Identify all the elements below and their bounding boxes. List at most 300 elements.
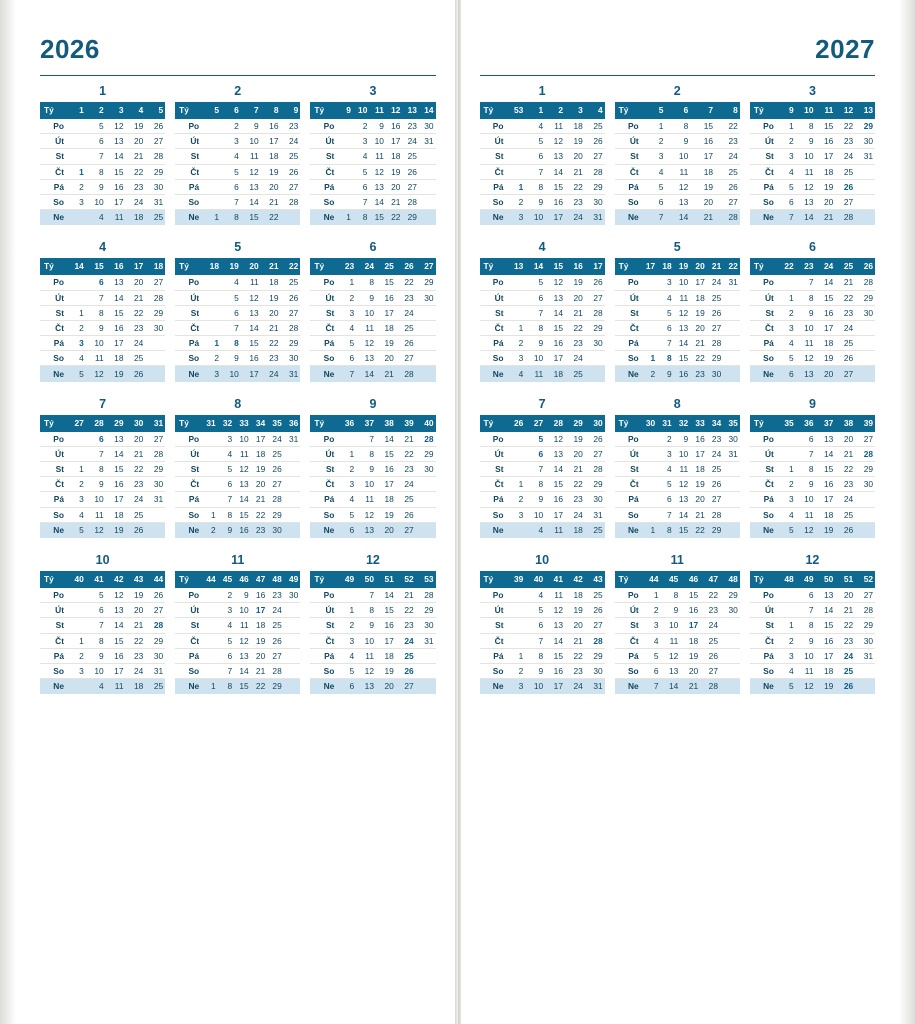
day-row (310, 179, 435, 194)
day-cell (855, 522, 875, 537)
month-block (750, 84, 875, 225)
day-cell: 27 (145, 275, 165, 290)
month-block (310, 84, 435, 225)
day-cell: 28 (267, 663, 284, 678)
day-cell: 14 (665, 210, 690, 225)
day-cell: 25 (585, 522, 605, 537)
row-label-Ne: Ne (40, 679, 66, 694)
day-cell: 26 (402, 164, 419, 179)
day-cell: 18 (680, 633, 700, 648)
week-number-row (480, 415, 605, 432)
week-number-cell: 30 (585, 415, 605, 432)
month-table (310, 102, 435, 225)
day-row (480, 351, 605, 366)
day-cell: 24 (267, 431, 284, 446)
left-year-rule (40, 75, 436, 76)
day-row (310, 587, 435, 602)
day-cell: 8 (525, 477, 545, 492)
row-label-Pá: Pá (310, 179, 336, 194)
week-number-cell: 17 (585, 258, 605, 275)
week-number-cell: 48 (267, 571, 284, 588)
day-cell: 13 (796, 194, 816, 209)
row-label-Ne: Ne (615, 679, 641, 694)
day-cell: 28 (416, 587, 436, 602)
day-cell: 22 (125, 305, 145, 320)
day-cell: 20 (125, 431, 145, 446)
day-cell: 10 (86, 663, 106, 678)
day-cell: 13 (106, 431, 126, 446)
day-row (40, 320, 165, 335)
day-row (750, 477, 875, 492)
day-row (175, 290, 300, 305)
holiday-day: 1 (518, 181, 524, 192)
day-cell: 3 (776, 492, 796, 507)
day-cell: 25 (585, 587, 605, 602)
day-cell: 13 (356, 351, 376, 366)
week-number-cell: 35 (267, 415, 284, 432)
day-cell: 29 (145, 164, 165, 179)
day-row (310, 149, 435, 164)
day-cell (855, 492, 875, 507)
day-cell: 20 (125, 603, 145, 618)
day-row (750, 275, 875, 290)
row-label-So: So (615, 507, 641, 522)
day-row (175, 119, 300, 134)
day-cell: 22 (396, 603, 416, 618)
day-cell: 31 (416, 633, 436, 648)
day-row (175, 431, 300, 446)
day-cell: 23 (835, 305, 855, 320)
row-label-ty: Tý (750, 571, 776, 588)
row-label-Po: Po (310, 119, 336, 134)
day-cell: 18 (376, 648, 396, 663)
day-cell: 14 (816, 275, 836, 290)
day-cell: 10 (356, 305, 376, 320)
day-cell (585, 633, 605, 648)
row-label-Po: Po (175, 587, 201, 602)
day-cell: 23 (125, 477, 145, 492)
day-cell: 15 (369, 210, 386, 225)
week-number-cell: 22 (723, 258, 740, 275)
day-cell: 6 (776, 194, 796, 209)
day-row (310, 633, 435, 648)
day-cell (419, 210, 436, 225)
week-number-cell: 37 (356, 415, 376, 432)
day-cell: 17 (376, 633, 396, 648)
day-cell: 7 (525, 164, 545, 179)
day-cell: 6 (336, 522, 356, 537)
day-cell: 16 (816, 305, 836, 320)
week-number-cell: 27 (66, 415, 86, 432)
day-cell: 13 (106, 275, 126, 290)
day-cell: 30 (284, 587, 301, 602)
day-cell (776, 275, 796, 290)
day-cell: 30 (280, 351, 300, 366)
day-cell (641, 351, 658, 366)
holiday-day: 29 (863, 121, 874, 132)
day-cell: 15 (106, 633, 126, 648)
day-row (310, 119, 435, 134)
day-cell: 10 (525, 351, 545, 366)
day-cell: 13 (674, 320, 691, 335)
day-cell: 9 (218, 522, 235, 537)
week-number-cell: 9 (776, 102, 796, 119)
day-row (750, 492, 875, 507)
day-cell (419, 164, 436, 179)
day-cell: 14 (674, 507, 691, 522)
day-cell: 15 (106, 164, 126, 179)
day-cell: 10 (796, 648, 816, 663)
day-cell: 18 (261, 275, 281, 290)
day-cell (720, 618, 740, 633)
day-row (310, 603, 435, 618)
week-number-cell: 10 (796, 102, 816, 119)
row-label-Čt: Čt (615, 164, 641, 179)
day-cell (66, 275, 86, 290)
day-cell: 28 (707, 507, 724, 522)
week-number-cell: 50 (356, 571, 376, 588)
week-number-cell: 32 (674, 415, 691, 432)
day-cell: 19 (565, 134, 585, 149)
day-cell (336, 119, 353, 134)
day-cell (336, 179, 353, 194)
day-cell: 10 (661, 618, 681, 633)
day-cell: 29 (855, 290, 875, 305)
day-cell: 24 (125, 492, 145, 507)
day-cell: 26 (707, 477, 724, 492)
day-cell (284, 507, 301, 522)
week-number-cell: 48 (776, 571, 796, 588)
day-cell: 17 (816, 648, 836, 663)
day-cell (66, 149, 86, 164)
day-cell (855, 663, 875, 678)
day-cell: 2 (641, 366, 658, 381)
day-row (310, 351, 435, 366)
day-cell (641, 462, 658, 477)
row-label-So: So (615, 663, 641, 678)
week-number-cell: 49 (796, 571, 816, 588)
day-cell: 28 (280, 320, 300, 335)
day-cell: 29 (145, 305, 165, 320)
week-number-cell: 14 (66, 258, 86, 275)
week-number-cell: 9 (336, 102, 353, 119)
month-table (750, 258, 875, 381)
month-table (480, 571, 605, 694)
day-cell (776, 587, 796, 602)
day-cell: 18 (690, 164, 715, 179)
holiday-day: 5 (538, 433, 544, 444)
month-label: 10 (535, 552, 550, 567)
day-cell: 21 (125, 290, 145, 305)
day-cell: 27 (396, 351, 416, 366)
day-cell: 15 (106, 305, 126, 320)
day-row (750, 179, 875, 194)
row-label-ty: Tý (175, 415, 201, 432)
row-label-St: St (175, 305, 201, 320)
day-cell (416, 431, 436, 446)
day-cell (641, 446, 658, 461)
month-table (615, 415, 740, 538)
week-number-cell: 28 (545, 415, 565, 432)
day-cell: 18 (251, 446, 268, 461)
month-block (175, 553, 300, 694)
row-label-So: So (480, 194, 506, 209)
row-label-So: So (40, 194, 66, 209)
week-number-cell: 26 (855, 258, 875, 275)
holiday-day: 26 (404, 665, 414, 676)
row-label-Ne: Ne (750, 679, 776, 694)
day-cell (145, 336, 165, 351)
day-cell (506, 179, 526, 194)
week-number-cell: 32 (218, 415, 235, 432)
day-cell: 7 (525, 633, 545, 648)
day-cell: 10 (356, 477, 376, 492)
day-cell: 1 (66, 633, 86, 648)
day-cell: 17 (251, 431, 268, 446)
day-cell: 20 (565, 446, 585, 461)
day-row (480, 119, 605, 134)
row-label-So: So (480, 663, 506, 678)
day-cell: 6 (796, 431, 816, 446)
row-label-Ne: Ne (175, 210, 201, 225)
day-cell: 26 (145, 587, 165, 602)
day-cell: 15 (376, 275, 396, 290)
week-number-cell: 23 (796, 258, 816, 275)
day-cell: 21 (261, 320, 281, 335)
day-cell (336, 587, 356, 602)
day-cell: 20 (816, 366, 836, 381)
week-number-cell: 25 (835, 258, 855, 275)
day-cell: 8 (796, 618, 816, 633)
row-label-Ne: Ne (175, 522, 201, 537)
row-label-Pá: Pá (175, 179, 201, 194)
row-label-Po: Po (480, 275, 506, 290)
day-cell: 24 (396, 305, 416, 320)
week-number-cell: 30 (641, 415, 658, 432)
week-number-row (615, 102, 740, 119)
day-cell: 7 (336, 366, 356, 381)
day-cell: 15 (816, 290, 836, 305)
week-number-cell: 10 (353, 102, 370, 119)
day-cell: 19 (816, 679, 836, 694)
day-cell (284, 663, 301, 678)
week-number-row (750, 102, 875, 119)
day-cell: 8 (86, 164, 106, 179)
row-label-Čt: Čt (615, 320, 641, 335)
day-cell: 26 (396, 507, 416, 522)
day-cell: 17 (816, 149, 836, 164)
day-cell: 2 (336, 618, 356, 633)
day-cell: 29 (707, 522, 724, 537)
day-cell (723, 477, 740, 492)
day-row (480, 366, 605, 381)
week-number-cell: 34 (251, 415, 268, 432)
row-label-St: St (40, 462, 66, 477)
week-number-cell: 52 (855, 571, 875, 588)
day-cell: 11 (545, 522, 565, 537)
day-cell: 13 (674, 492, 691, 507)
row-label-Po: Po (175, 431, 201, 446)
day-cell: 8 (86, 633, 106, 648)
day-cell: 11 (674, 462, 691, 477)
day-cell (396, 633, 416, 648)
day-cell: 15 (816, 618, 836, 633)
day-cell: 27 (145, 134, 165, 149)
day-row (175, 492, 300, 507)
day-row (310, 648, 435, 663)
day-cell (641, 305, 658, 320)
day-cell: 4 (218, 446, 235, 461)
day-cell: 4 (776, 663, 796, 678)
day-cell: 2 (66, 179, 86, 194)
day-row (480, 164, 605, 179)
day-cell: 24 (125, 663, 145, 678)
holiday-day: 6 (538, 448, 544, 459)
month-table (750, 102, 875, 225)
week-number-cell: 2 (86, 102, 106, 119)
day-cell (506, 164, 526, 179)
day-row (175, 179, 300, 194)
week-number-cell: 13 (506, 258, 526, 275)
day-row (615, 522, 740, 537)
day-cell: 30 (419, 119, 436, 134)
row-label-So: So (750, 663, 776, 678)
day-cell: 12 (86, 522, 106, 537)
day-cell: 7 (796, 446, 816, 461)
day-cell: 18 (816, 336, 836, 351)
week-number-cell: 1 (66, 102, 86, 119)
day-cell: 2 (657, 431, 674, 446)
book-gutter (455, 0, 461, 1024)
day-row (310, 477, 435, 492)
holiday-day: 17 (688, 620, 699, 631)
day-cell: 18 (816, 507, 836, 522)
day-row (40, 210, 165, 225)
day-cell: 14 (241, 194, 261, 209)
week-number-cell: 41 (86, 571, 106, 588)
day-cell: 15 (234, 679, 251, 694)
day-cell: 20 (680, 663, 700, 678)
row-label-ty: Tý (615, 102, 641, 119)
row-label-ty: Tý (40, 258, 66, 275)
day-cell: 28 (585, 164, 605, 179)
day-row (40, 663, 165, 678)
day-cell: 16 (816, 633, 836, 648)
month-table (310, 258, 435, 381)
day-cell: 22 (261, 336, 281, 351)
day-row (40, 477, 165, 492)
day-cell (506, 305, 526, 320)
day-cell: 14 (234, 492, 251, 507)
day-cell: 20 (251, 477, 268, 492)
day-cell (641, 290, 658, 305)
day-cell: 5 (525, 603, 545, 618)
day-cell: 11 (545, 119, 565, 134)
row-label-Pá: Pá (40, 648, 66, 663)
row-label-Ne: Ne (310, 366, 336, 381)
day-cell: 8 (356, 275, 376, 290)
day-cell: 6 (796, 587, 816, 602)
day-cell: 23 (261, 351, 281, 366)
day-cell (855, 119, 875, 134)
day-cell: 23 (835, 633, 855, 648)
row-label-Pá: Pá (750, 179, 776, 194)
row-label-ty: Tý (480, 102, 506, 119)
week-number-cell: 46 (234, 571, 251, 588)
week-number-cell: 2 (545, 102, 565, 119)
row-label-So: So (175, 351, 201, 366)
day-cell: 4 (525, 119, 545, 134)
day-cell (680, 618, 700, 633)
day-cell: 31 (145, 194, 165, 209)
day-cell: 12 (674, 477, 691, 492)
day-cell: 19 (376, 336, 396, 351)
row-label-Út: Út (615, 603, 641, 618)
day-cell: 28 (700, 679, 720, 694)
day-cell (855, 320, 875, 335)
day-cell: 26 (280, 164, 300, 179)
week-number-cell: 18 (145, 258, 165, 275)
day-cell: 22 (251, 679, 268, 694)
day-row (615, 320, 740, 335)
day-cell: 31 (585, 210, 605, 225)
day-cell: 11 (525, 366, 545, 381)
month-block (750, 553, 875, 694)
row-label-Čt: Čt (480, 477, 506, 492)
day-cell: 14 (816, 446, 836, 461)
holiday-day: 28 (153, 620, 164, 631)
day-cell (145, 351, 165, 366)
day-row (40, 431, 165, 446)
day-row (40, 275, 165, 290)
day-cell: 26 (145, 119, 165, 134)
day-cell: 4 (221, 149, 241, 164)
day-row (615, 477, 740, 492)
day-cell (723, 320, 740, 335)
row-label-Ne: Ne (615, 210, 641, 225)
day-cell: 1 (506, 320, 526, 335)
day-cell: 2 (506, 194, 526, 209)
day-cell: 23 (280, 119, 300, 134)
day-cell: 20 (565, 618, 585, 633)
day-cell (416, 336, 436, 351)
day-cell (86, 275, 106, 290)
day-cell: 21 (125, 618, 145, 633)
day-cell (221, 336, 241, 351)
day-cell: 8 (353, 210, 370, 225)
day-cell: 7 (86, 290, 106, 305)
day-cell: 17 (545, 210, 565, 225)
day-cell: 19 (690, 179, 715, 194)
day-row (750, 603, 875, 618)
row-label-Pá: Pá (175, 336, 201, 351)
day-cell: 17 (690, 149, 715, 164)
row-label-Út: Út (750, 603, 776, 618)
day-cell: 4 (86, 679, 106, 694)
day-cell (419, 149, 436, 164)
week-number-cell: 11 (369, 102, 386, 119)
row-label-Ne: Ne (480, 210, 506, 225)
week-number-cell: 16 (565, 258, 585, 275)
day-cell: 11 (369, 149, 386, 164)
row-label-Ne: Ne (480, 366, 506, 381)
week-number-cell: 4 (125, 102, 145, 119)
day-row (310, 305, 435, 320)
month-label: 1 (99, 84, 107, 98)
day-row (750, 522, 875, 537)
day-cell: 14 (234, 663, 251, 678)
week-number-cell: 12 (386, 102, 403, 119)
